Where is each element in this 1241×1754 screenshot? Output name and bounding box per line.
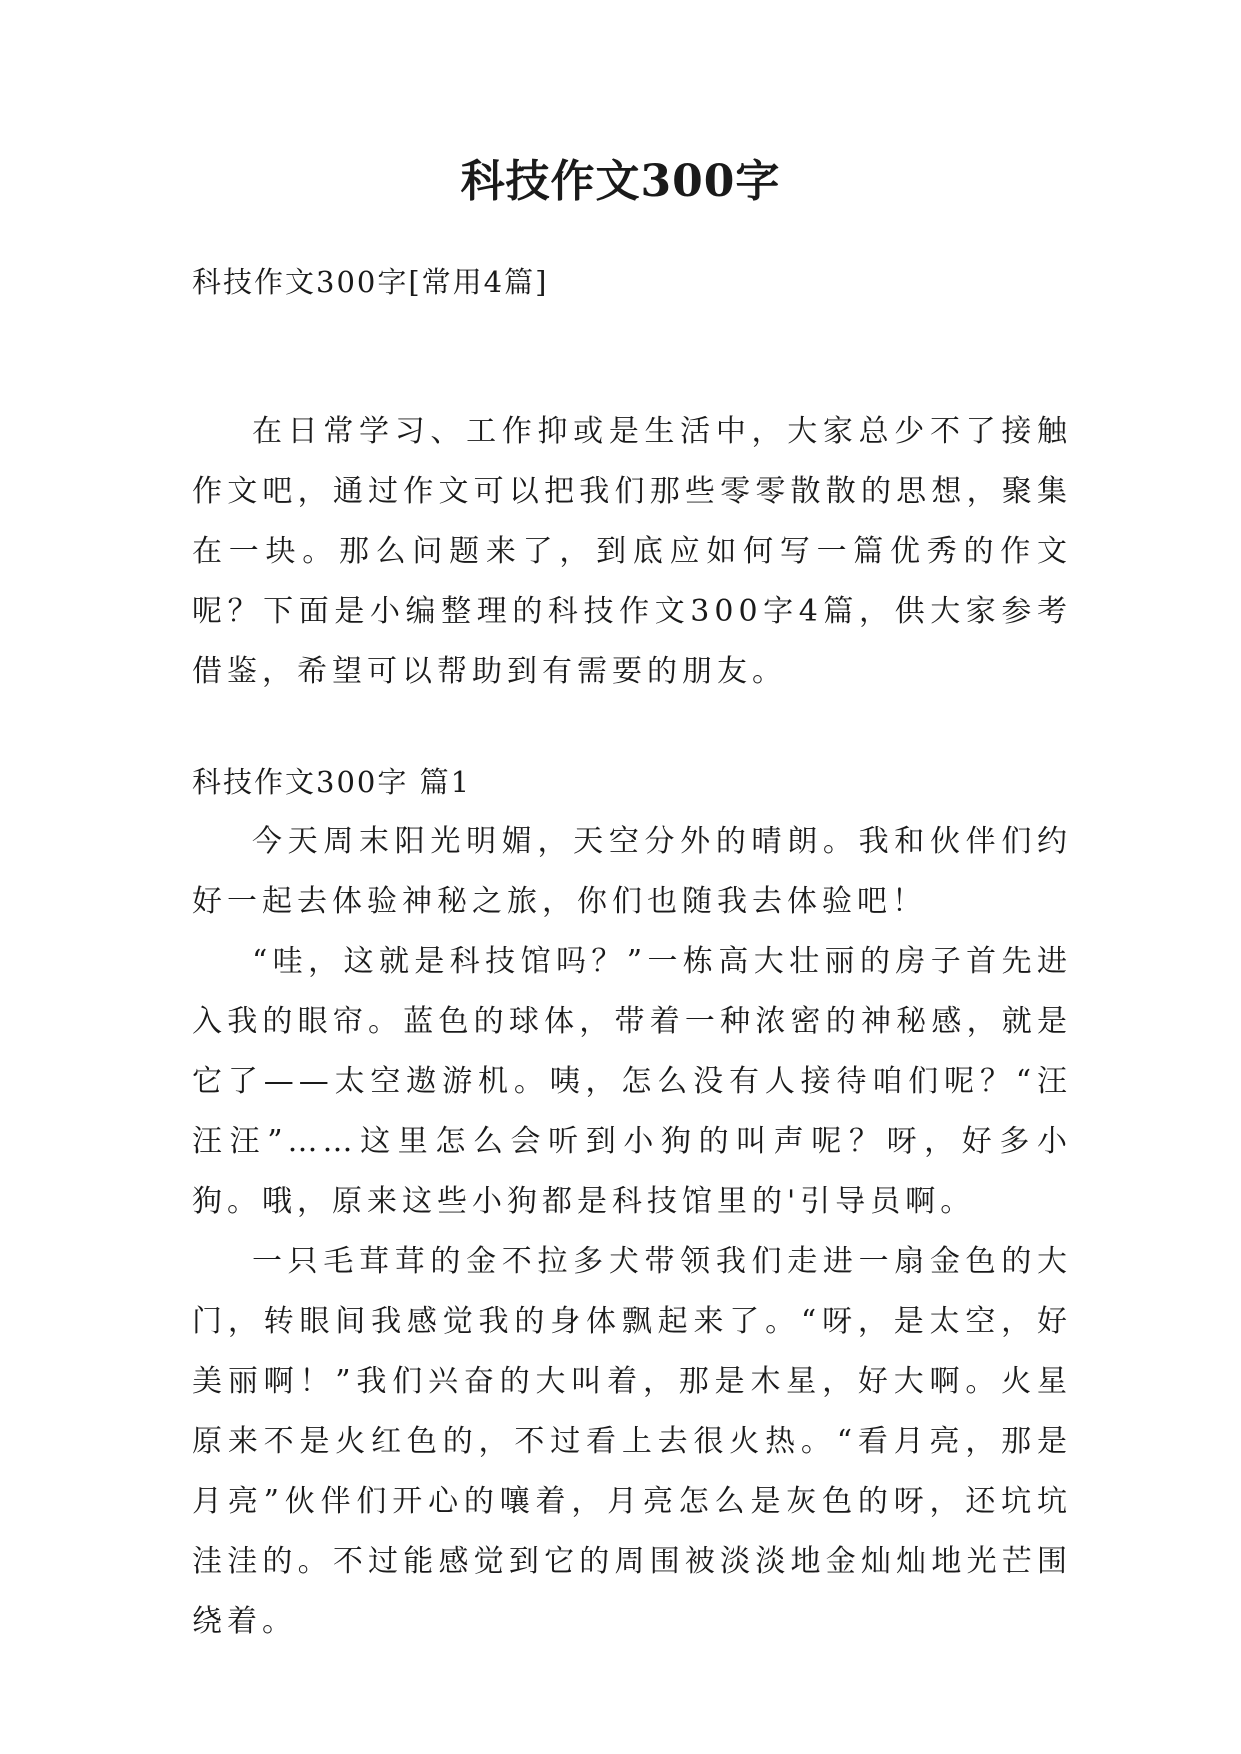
article-body	[192, 812, 1072, 1652]
section-heading: 科技作文300字 篇1	[192, 765, 472, 799]
document-subtitle: 科技作文300字[常用4篇]	[192, 265, 549, 299]
article-paragraph: 一只毛茸茸的金不拉多犬带领我们走进一扇金色的大门，转眼间我感觉我的身体飘起来了。“呀，是太空，好美丽啊！”我们兴奋的大叫着，那是木星，好大啊。火星原来不是火红色的，不过看上去很火热。“看月亮，那是月亮”伙伴们开心的嚷着，月亮怎么是灰色的呀，还坑坑洼洼的。不过能感觉到它的周围被淡淡地金灿灿地光芒围绕着。	[192, 1244, 1072, 1639]
intro-paragraph: 在日常学习、工作抑或是生活中，大家总少不了接触作文吧，通过作文可以把我们那些零零散散的思想，聚集在一块。那么问题来了，到底应如何写一篇优秀的作文呢？下面是小编整理的科技作文300字4篇，供大家参考借鉴，希望可以帮助到有需要的朋友。	[192, 414, 1072, 689]
article-paragraph: “哇，这就是科技馆吗？”一栋高大壮丽的房子首先进入我的眼帘。蓝色的球体，带着一种浓密的神秘感，就是它了——太空遨游机。咦，怎么没有人接待咱们呢？“汪汪汪”……这里怎么会听到小狗的叫声呢？呀，好多小狗。哦，原来这些小狗都是科技馆里的'引导员啊。	[192, 944, 1072, 1219]
article-paragraph: 今天周末阳光明媚，天空分外的晴朗。我和伙伴们约好一起去体验神秘之旅，你们也随我去体验吧！	[192, 824, 1072, 919]
page-title: 科技作文300字	[460, 156, 781, 207]
